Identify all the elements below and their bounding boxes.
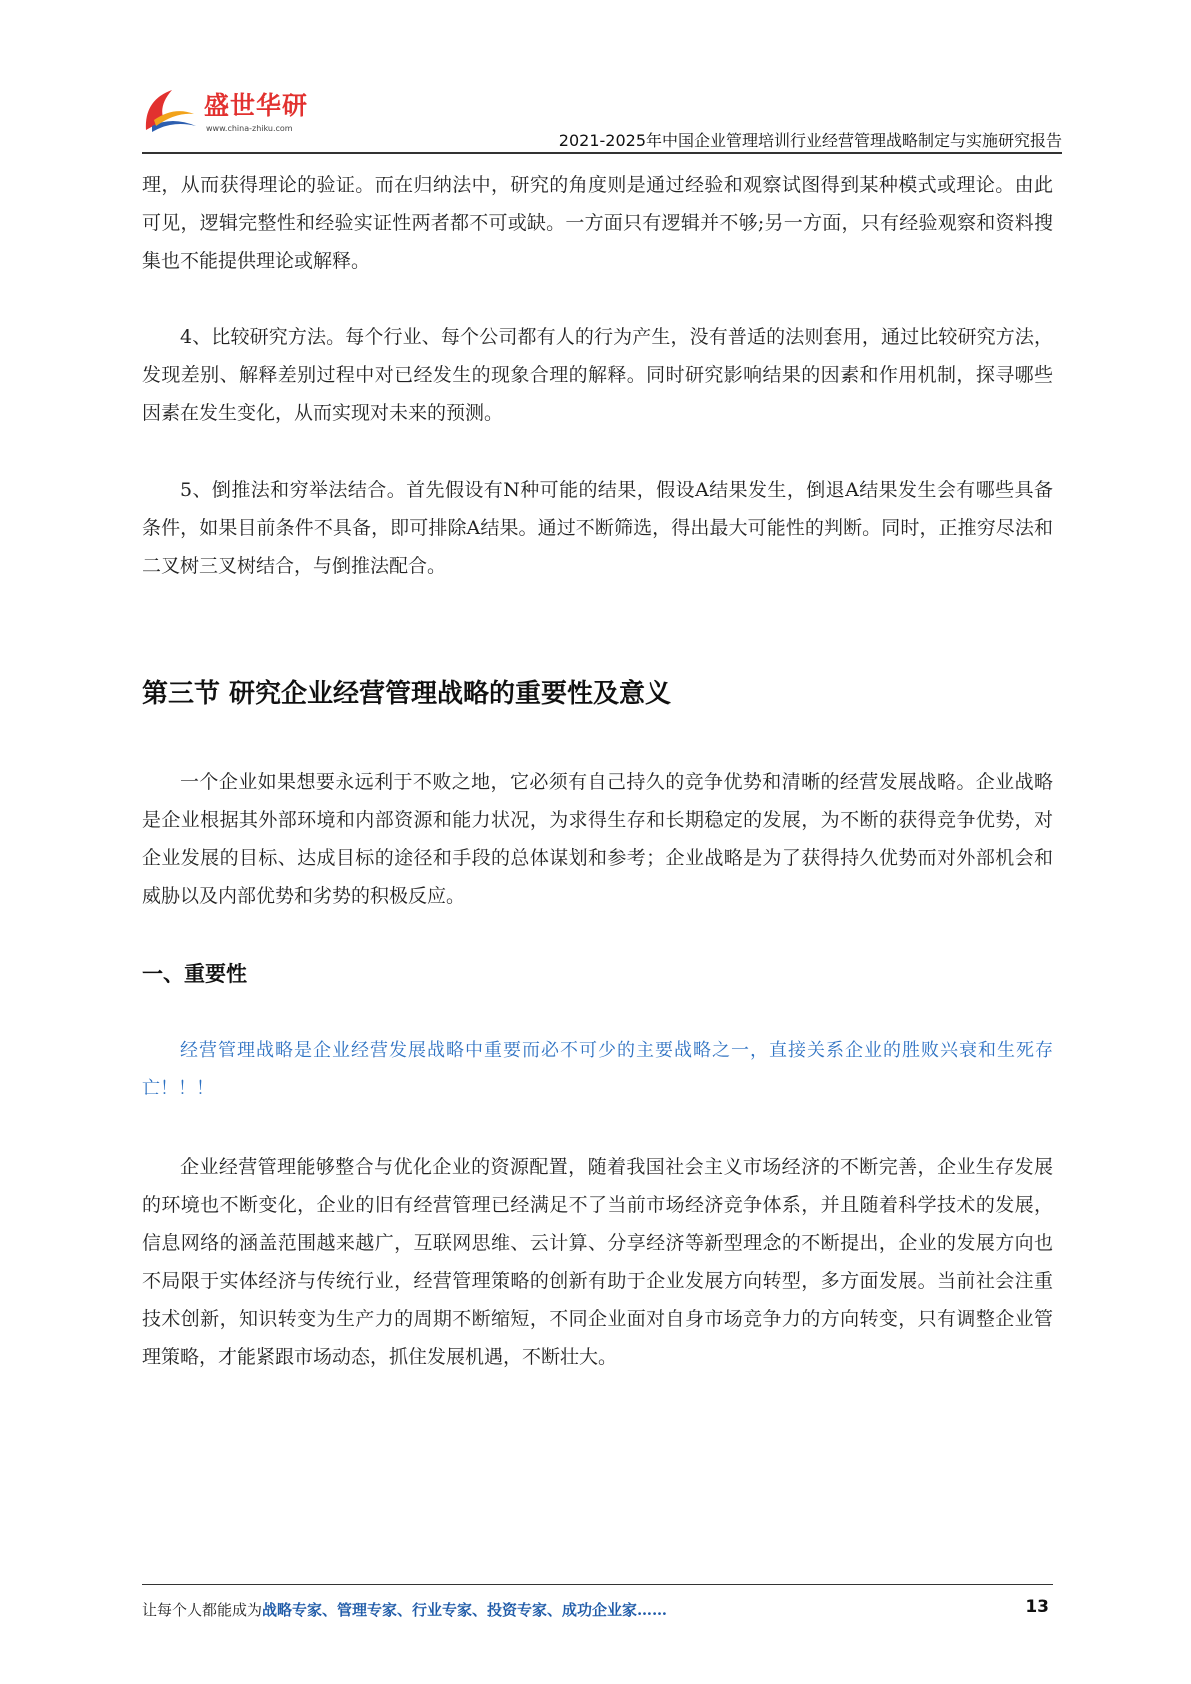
paragraph-importance: 企业经营管理能够整合与优化企业的资源配置，随着我国社会主义市场经济的不断完善，企业生存发展的环境也不断变化，企业的旧有经营管理已经满足不了当前市场经济竞争体系，并且随着科学技术的发展，信息网络的涵盖范围越来越广，互联网思维、云计算、分享经济等新型理念的不断提出，企业的发展方向也不局限于实体经济与传统行业，经营管理策略的创新有助于企业发展方向转型，多方面发展。当前社会注重技术创新，知识转变为生产力的周期不断缩短，不同企业面对自身市场竞争力的方向转变，只有调整企业管理策略，才能紧跟市场动态，抓住发展机遇，不断壮大。: [142, 1156, 1053, 1368]
highlight-statement: 经营管理战略是企业经营发展战略中重要而必不可少的主要战略之一，直接关系企业的胜败兴衰和生死存亡！！！: [142, 1040, 1053, 1099]
footer-divider: [142, 1584, 1053, 1585]
footer-prefix: 让每个人都能成为: [142, 1601, 263, 1619]
header-divider: [142, 152, 1062, 154]
paragraph-backward: 5、倒推法和穷举法结合。首先假设有N种可能的结果，假设A结果发生，倒退A结果发生会有哪些具备条件，如果目前条件不具备，即可排除A结果。通过不断筛选，得出最大可能性的判断。同时，正推穷尽法和二叉树三叉树结合，与倒推法配合。: [142, 479, 1053, 577]
paragraph-continued: 理，从而获得理论的验证。而在归纳法中，研究的角度则是通过经验和观察试图得到某种模式或理论。由此可见，逻辑完整性和经验实证性两者都不可或缺。一方面只有逻辑并不够;另一方面，只有经验观察和资料搜集也不能提供理论或解释。: [142, 174, 1053, 272]
paragraph-intro: 一个企业如果想要永远利于不败之地，它必须有自己持久的竞争优势和清晰的经营发展战略。企业战略是企业根据其外部环境和内部资源和能力状况，为求得生存和长期稳定的发展，为不断的获得竞争优势，对企业发展的目标、达成目标的途径和手段的总体谋划和参考；企业战略是为了获得持久优势而对外部机会和威胁以及内部优势和劣势的积极反应。: [142, 771, 1053, 907]
logo-name: 盛世华研: [204, 91, 309, 120]
page-number: 13: [1025, 1597, 1049, 1617]
page-header: [142, 82, 1062, 152]
company-logo: [142, 82, 312, 146]
paragraph-comparison: 4、比较研究方法。每个行业、每个公司都有人的行为产生，没有普适的法则套用，通过比较研究方法，发现差别、解释差别过程中对已经发生的现象合理的解释。同时研究影响结果的因素和作用机制，探寻哪些因素在发生变化，从而实现对未来的预测。: [142, 326, 1053, 424]
subsection-title: 一、重要性: [142, 962, 247, 986]
footer-slogan: [142, 1599, 667, 1620]
logo-mark-icon: [142, 86, 200, 138]
logo-url: www.china-zhiku.com: [206, 124, 293, 133]
report-title: 2021-2025年中国企业管理培训行业经营管理战略制定与实施研究报告: [558, 131, 1062, 150]
footer-roles: 战略专家、管理专家、行业专家、投资专家、成功企业家……: [262, 1601, 668, 1619]
section-title: 第三节 研究企业经营管理战略的重要性及意义: [142, 679, 672, 709]
